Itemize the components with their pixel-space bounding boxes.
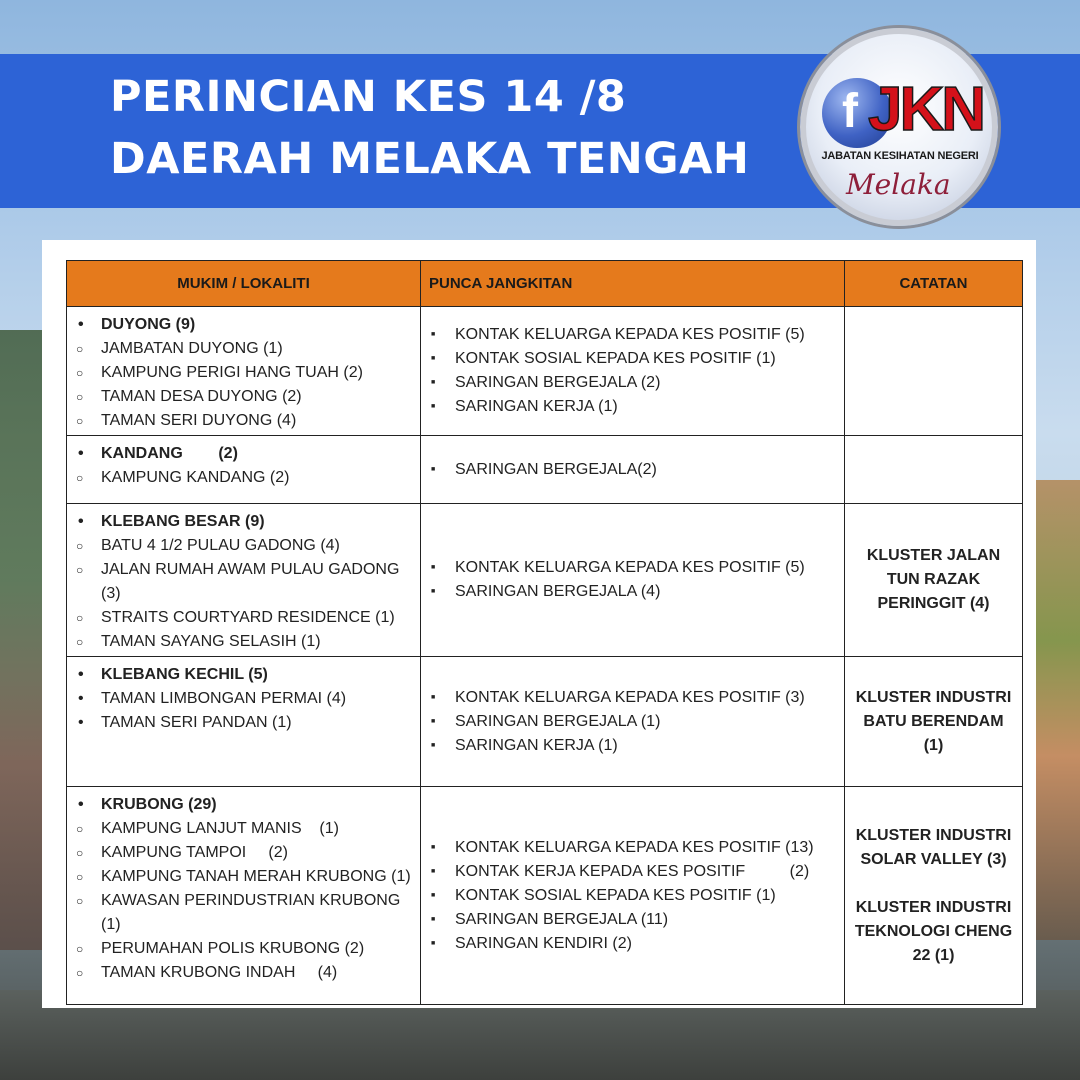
locality-item: ○ TAMAN DESA DUYONG (2): [73, 385, 414, 409]
source-item: ■ SARINGAN BERGEJALA(2): [429, 458, 836, 482]
mukim-name: • KRUBONG (29): [73, 793, 414, 817]
source-cell: [421, 657, 845, 787]
table-row: [67, 504, 1023, 657]
logo-jkn-letters: JKN: [868, 75, 984, 144]
locality-item: ○ STRAITS COURTYARD RESIDENCE (1): [73, 606, 414, 630]
column-header-punca: PUNCA JANGKITAN: [421, 261, 845, 307]
background-buildings: [1030, 480, 1080, 940]
source-item: ■ KONTAK KELUARGA KEPADA KES POSITIF (5): [429, 323, 836, 347]
mukim-name: • KLEBANG BESAR (9): [73, 510, 414, 534]
note-cell: [845, 307, 1023, 436]
locality-item: ○ TAMAN SERI DUYONG (4): [73, 409, 414, 433]
source-cell: [421, 787, 845, 1005]
title-line-1: PERINCIAN KES 14 /8: [110, 72, 627, 122]
source-cell: [421, 436, 845, 504]
locality-item: ○ KAWASAN PERINDUSTRIAN KRUBONG (1): [73, 889, 414, 937]
source-cell: [421, 307, 845, 436]
cluster-note: KLUSTER INDUSTRI BATU BERENDAM (1): [855, 688, 1012, 754]
mukim-cell: [67, 436, 421, 504]
table-row: [67, 787, 1023, 1005]
mukim-name: • KLEBANG KECHIL (5): [73, 663, 414, 687]
jkn-melaka-logo: [800, 28, 998, 226]
mukim-cell: [67, 657, 421, 787]
locality-item: ○ KAMPUNG KANDANG (2): [73, 466, 414, 490]
source-item: ■ SARINGAN BERGEJALA (2): [429, 371, 836, 395]
source-item: ■ KONTAK KELUARGA KEPADA KES POSITIF (5): [429, 556, 836, 580]
locality-item: ○ TAMAN KRUBONG INDAH (4): [73, 961, 414, 985]
locality-item: ○ KAMPUNG TANAH MERAH KRUBONG (1): [73, 865, 414, 889]
table-header-row: [67, 261, 1023, 307]
source-item: ■ KONTAK KELUARGA KEPADA KES POSITIF (3): [429, 686, 836, 710]
source-item: ■ SARINGAN BERGEJALA (1): [429, 710, 836, 734]
source-item: ■ KONTAK KELUARGA KEPADA KES POSITIF (13): [429, 836, 836, 860]
logo-f-letter: f: [842, 85, 858, 138]
column-header-catatan: CATATAN: [845, 261, 1023, 307]
locality-item: • TAMAN LIMBONGAN PERMAI (4): [73, 687, 414, 711]
case-table-card: [42, 240, 1036, 1008]
cluster-note: KLUSTER INDUSTRI SOLAR VALLEY (3): [855, 826, 1012, 868]
note-cell: [845, 504, 1023, 657]
mukim-cell: [67, 307, 421, 436]
locality-item: • TAMAN SERI PANDAN (1): [73, 711, 414, 735]
source-item: ■ KONTAK SOSIAL KEPADA KES POSITIF (1): [429, 347, 836, 371]
locality-item: ○ JALAN RUMAH AWAM PULAU GADONG (3): [73, 558, 414, 606]
source-cell: [421, 504, 845, 657]
source-item: ■ KONTAK KERJA KEPADA KES POSITIF (2): [429, 860, 836, 884]
locality-item: ○ TAMAN SAYANG SELASIH (1): [73, 630, 414, 654]
cluster-note: KLUSTER INDUSTRI TEKNOLOGI CHENG 22 (1): [854, 898, 1013, 964]
source-item: ■ SARINGAN BERGEJALA (4): [429, 580, 836, 604]
table-row: [67, 657, 1023, 787]
locality-item: ○ KAMPUNG PERIGI HANG TUAH (2): [73, 361, 414, 385]
mukim-name: • KANDANG (2): [73, 442, 414, 466]
source-item: ■ SARINGAN KERJA (1): [429, 734, 836, 758]
note-cell: [845, 787, 1023, 1005]
title-line-2: DAERAH MELAKA TENGAH: [110, 134, 750, 184]
table-row: [67, 436, 1023, 504]
mukim-cell: [67, 787, 421, 1005]
note-spacer: [853, 872, 1014, 896]
case-table: [66, 260, 1023, 1005]
locality-item: ○ KAMPUNG LANJUT MANIS (1): [73, 817, 414, 841]
logo-subtitle: JABATAN KESIHATAN NEGERI: [821, 150, 979, 162]
logo-script: Melaka: [846, 168, 951, 201]
locality-item: ○ PERUMAHAN POLIS KRUBONG (2): [73, 937, 414, 961]
locality-item: ○ BATU 4 1/2 PULAU GADONG (4): [73, 534, 414, 558]
locality-item: ○ JAMBATAN DUYONG (1): [73, 337, 414, 361]
source-item: ■ KONTAK SOSIAL KEPADA KES POSITIF (1): [429, 884, 836, 908]
mukim-name: • DUYONG (9): [73, 313, 414, 337]
page-title: [110, 66, 749, 190]
column-header-mukim: MUKIM / LOKALITI: [67, 261, 421, 307]
cluster-note: KLUSTER JALAN TUN RAZAK PERINGGIT (4): [866, 547, 1001, 612]
locality-item: ○ KAMPUNG TAMPOI (2): [73, 841, 414, 865]
note-cell: [845, 657, 1023, 787]
mukim-cell: [67, 504, 421, 657]
source-item: ■ SARINGAN KERJA (1): [429, 395, 836, 419]
note-cell: [845, 436, 1023, 504]
source-item: ■ SARINGAN KENDIRI (2): [429, 932, 836, 956]
table-row: [67, 307, 1023, 436]
source-item: ■ SARINGAN BERGEJALA (11): [429, 908, 836, 932]
